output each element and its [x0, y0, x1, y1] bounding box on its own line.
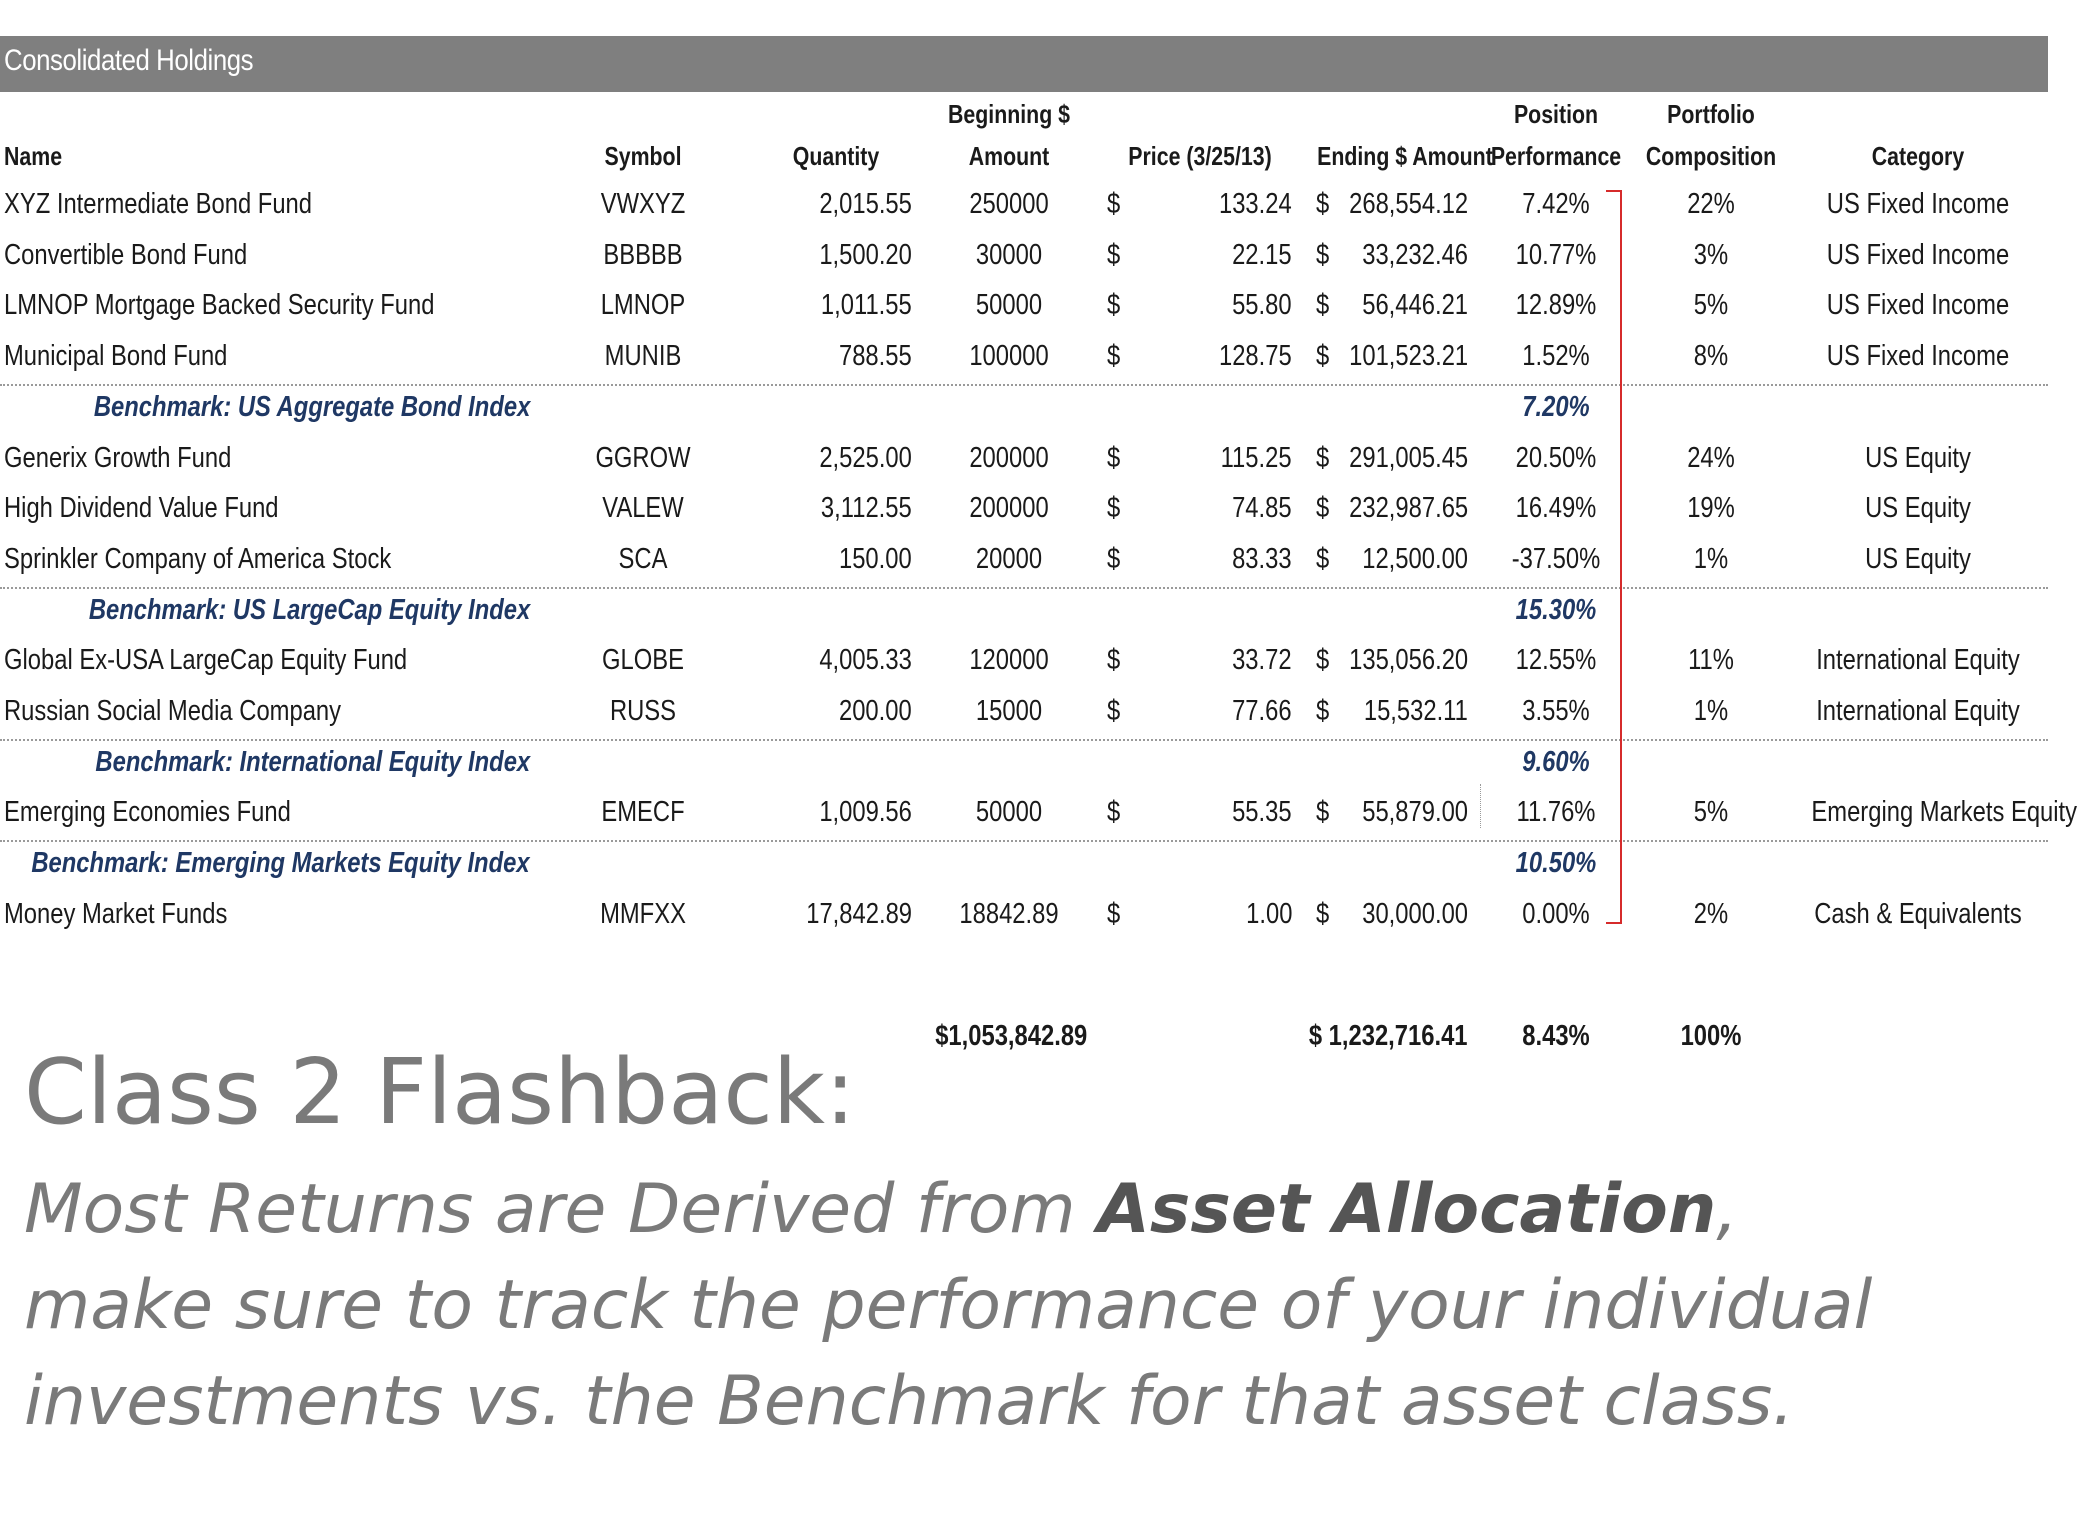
cell-symbol: BBBBB: [603, 239, 683, 271]
cell-ending: 12,500.00: [1362, 543, 1468, 575]
cell-ending-sign: $: [1316, 188, 1330, 220]
cell-category: US Equity: [1865, 543, 1971, 575]
cell-composition: 19%: [1687, 492, 1735, 524]
cell-ending: 268,554.12: [1348, 188, 1468, 220]
cell-price-sign: $: [1107, 239, 1121, 271]
benchmark-performance: 10.50%: [1515, 847, 1597, 879]
cell-performance: 11.76%: [1516, 796, 1596, 828]
section-separator: [0, 587, 2048, 589]
cell-name: Convertible Bond Fund: [4, 239, 248, 271]
cell-name: LMNOP Mortgage Backed Security Fund: [4, 289, 435, 321]
cell-ending: 55,879.00: [1362, 796, 1468, 828]
cell-name: Generix Growth Fund: [4, 442, 232, 474]
cell-name: Sprinkler Company of America Stock: [4, 543, 392, 575]
benchmark-performance: 9.60%: [1522, 746, 1590, 778]
cell-composition: 11%: [1688, 644, 1734, 676]
cell-performance: 16.49%: [1515, 492, 1597, 524]
col-name-header: Name: [4, 141, 63, 171]
cell-performance: 7.42%: [1522, 188, 1590, 220]
performance-bracket: [1606, 190, 1622, 924]
cell-performance: 1.52%: [1522, 340, 1590, 372]
cell-ending-sign: $: [1316, 289, 1330, 321]
cell-category: US Equity: [1865, 492, 1971, 524]
total-ending: $ 1,232,716.41: [1309, 1020, 1468, 1052]
cell-ending-sign: $: [1316, 644, 1330, 676]
cell-beginning: 100000: [969, 340, 1049, 372]
cell-price-sign: $: [1107, 898, 1121, 930]
cell-beginning: 50000: [975, 796, 1043, 828]
cell-ending: 101,523.21: [1348, 340, 1468, 372]
cell-price-sign: $: [1107, 188, 1121, 220]
cell-name: High Dividend Value Fund: [4, 492, 279, 524]
cell-composition: 1%: [1693, 543, 1729, 575]
cell-symbol: GGROW: [595, 442, 691, 474]
cell-ending-sign: $: [1316, 492, 1330, 524]
total-performance: 8.43%: [1522, 1020, 1590, 1052]
cell-price: 128.75: [1219, 340, 1292, 372]
cell-quantity: 1,011.55: [821, 289, 912, 321]
cell-category: International Equity: [1816, 644, 2020, 676]
section-separator: [0, 739, 2048, 741]
cell-ending: 135,056.20: [1348, 644, 1468, 676]
cell-ending-sign: $: [1316, 543, 1330, 575]
cell-price: 55.35: [1232, 796, 1292, 828]
cell-name: Money Market Funds: [4, 898, 228, 930]
cell-beginning: 200000: [969, 492, 1049, 524]
cell-beginning: 250000: [969, 188, 1049, 220]
col-position-header-top: Position: [1513, 99, 1599, 129]
cell-beginning: 20000: [975, 543, 1043, 575]
cell-price: 77.66: [1232, 695, 1292, 727]
cell-quantity: 1,500.20: [819, 239, 912, 271]
cell-price-sign: $: [1107, 442, 1121, 474]
cell-category: Emerging Markets Equity: [1811, 796, 2077, 828]
cell-ending: 15,532.11: [1363, 695, 1468, 727]
cell-name: XYZ Intermediate Bond Fund: [4, 188, 312, 220]
benchmark-name: Benchmark: International Equity Index: [95, 746, 530, 778]
asset-allocation-emphasis: Asset Allocation: [1097, 1170, 1717, 1249]
flashback-title: Class 2 Flashback:: [24, 1040, 856, 1145]
cell-composition: 24%: [1687, 442, 1735, 474]
cell-composition: 5%: [1693, 289, 1729, 321]
cell-price-sign: $: [1107, 695, 1121, 727]
col-portfolio-header-bottom: Composition: [1645, 141, 1777, 171]
cell-quantity: 200.00: [839, 695, 912, 727]
flashback-line-2: make sure to track the performance of your individual: [24, 1266, 1873, 1345]
cell-price-sign: $: [1107, 796, 1121, 828]
cell-price-sign: $: [1107, 340, 1121, 372]
cell-category: US Fixed Income: [1826, 340, 2010, 372]
benchmark-name: Benchmark: US LargeCap Equity Index: [88, 594, 530, 626]
cell-performance: -37.50%: [1511, 543, 1601, 575]
col-portfolio-header-top: Portfolio: [1667, 99, 1755, 129]
cell-quantity: 3,112.55: [821, 492, 912, 524]
cell-ending-sign: $: [1316, 340, 1330, 372]
total-beginning: $1,053,842.89: [935, 1020, 1088, 1052]
cell-ending: 33,232.46: [1362, 239, 1468, 271]
cell-quantity: 150.00: [839, 543, 912, 575]
cell-price-sign: $: [1107, 289, 1121, 321]
cell-quantity: 17,842.89: [806, 898, 912, 930]
flashback-line-1: Most Returns are Derived from Asset Allocation,: [24, 1170, 1738, 1249]
cell-price: 55.80: [1232, 289, 1292, 321]
col-position-header-bottom: Performance: [1490, 141, 1622, 171]
cell-quantity: 2,015.55: [819, 188, 912, 220]
cell-performance: 12.89%: [1515, 289, 1597, 321]
holdings-title-bar: [0, 36, 2048, 92]
flashback-line-3: investments vs. the Benchmark for that asset class.: [24, 1362, 1794, 1441]
cell-name: Global Ex-USA LargeCap Equity Fund: [4, 644, 408, 676]
cell-ending: 30,000.00: [1362, 898, 1468, 930]
cell-name: Russian Social Media Company: [4, 695, 342, 727]
cell-quantity: 4,005.33: [819, 644, 912, 676]
cell-beginning: 15000: [975, 695, 1043, 727]
cell-beginning: 200000: [969, 442, 1049, 474]
section-separator: [0, 384, 2048, 386]
benchmark-performance: 15.30%: [1515, 594, 1597, 626]
cell-price: 83.33: [1232, 543, 1292, 575]
cell-symbol: EMECF: [601, 796, 685, 828]
cell-price: 22.15: [1232, 239, 1292, 271]
cell-composition: 22%: [1687, 188, 1735, 220]
cell-symbol: MUNIB: [604, 340, 682, 372]
cell-category: US Equity: [1865, 442, 1971, 474]
cell-composition: 3%: [1693, 239, 1729, 271]
cell-quantity: 1,009.56: [819, 796, 912, 828]
cell-name: Municipal Bond Fund: [4, 340, 228, 372]
flashback-body: [24, 1162, 2024, 1450]
cell-beginning: 120000: [969, 644, 1049, 676]
col-quantity-header: Quantity: [792, 141, 880, 171]
cell-ending: 291,005.45: [1348, 442, 1468, 474]
cell-ending-sign: $: [1316, 695, 1330, 727]
cell-composition: 2%: [1693, 898, 1729, 930]
col-price-header: Price (3/25/13): [1128, 141, 1272, 171]
cell-performance: 10.77%: [1515, 239, 1597, 271]
cell-category: US Fixed Income: [1826, 289, 2010, 321]
cell-price: 74.85: [1232, 492, 1292, 524]
cell-beginning: 30000: [975, 239, 1043, 271]
cell-performance: 3.55%: [1522, 695, 1590, 727]
cell-ending: 56,446.21: [1362, 289, 1468, 321]
cell-quantity: 788.55: [839, 340, 912, 372]
cell-quantity: 2,525.00: [819, 442, 912, 474]
cell-ending-sign: $: [1316, 796, 1330, 828]
cell-price: 115.25: [1221, 442, 1292, 474]
cell-performance: 20.50%: [1515, 442, 1597, 474]
col-ending-header: Ending $ Amount: [1317, 141, 1493, 171]
cell-category: US Fixed Income: [1826, 188, 2010, 220]
cell-ending-sign: $: [1316, 898, 1330, 930]
section-separator: [0, 840, 2048, 842]
cell-ending-sign: $: [1316, 239, 1330, 271]
cell-price: 1.00: [1245, 898, 1292, 930]
benchmark-name: Benchmark: Emerging Markets Equity Index: [31, 847, 530, 879]
cell-price: 33.72: [1232, 644, 1292, 676]
col-beginning-header-top: Beginning $: [947, 99, 1071, 129]
cell-symbol: MMFXX: [600, 898, 686, 930]
cell-price-sign: $: [1107, 492, 1121, 524]
cell-beginning: 50000: [975, 289, 1043, 321]
cell-category: International Equity: [1816, 695, 2020, 727]
cell-symbol: VALEW: [602, 492, 684, 524]
holdings-title: Consolidated Holdings: [4, 44, 254, 77]
cell-symbol: VWXYZ: [600, 188, 686, 220]
col-beginning-header-bottom: Amount: [968, 141, 1050, 171]
col-category-header: Category: [1871, 141, 1965, 171]
cell-symbol: GLOBE: [602, 644, 684, 676]
total-composition: 100%: [1680, 1020, 1742, 1052]
cell-category: US Fixed Income: [1826, 239, 2010, 271]
cell-performance: 0.00%: [1522, 898, 1590, 930]
cell-symbol: RUSS: [609, 695, 677, 727]
cell-symbol: LMNOP: [600, 289, 686, 321]
benchmark-name: Benchmark: US Aggregate Bond Index: [93, 391, 530, 423]
cell-price-sign: $: [1107, 543, 1121, 575]
cell-price-sign: $: [1107, 644, 1121, 676]
cell-name: Emerging Economies Fund: [4, 796, 291, 828]
cell-price: 133.24: [1219, 188, 1292, 220]
cell-composition: 8%: [1693, 340, 1729, 372]
benchmark-performance: 7.20%: [1522, 391, 1590, 423]
cell-ending-sign: $: [1316, 442, 1330, 474]
cell-composition: 1%: [1693, 695, 1729, 727]
cell-beginning: 18842.89: [959, 898, 1059, 930]
cell-category: Cash & Equivalents: [1814, 898, 2022, 930]
cell-symbol: SCA: [618, 543, 668, 575]
cell-composition: 5%: [1693, 796, 1729, 828]
cell-border-marker: [1480, 784, 1481, 828]
col-symbol-header: Symbol: [604, 141, 682, 171]
cell-ending: 232,987.65: [1348, 492, 1468, 524]
cell-performance: 12.55%: [1515, 644, 1597, 676]
